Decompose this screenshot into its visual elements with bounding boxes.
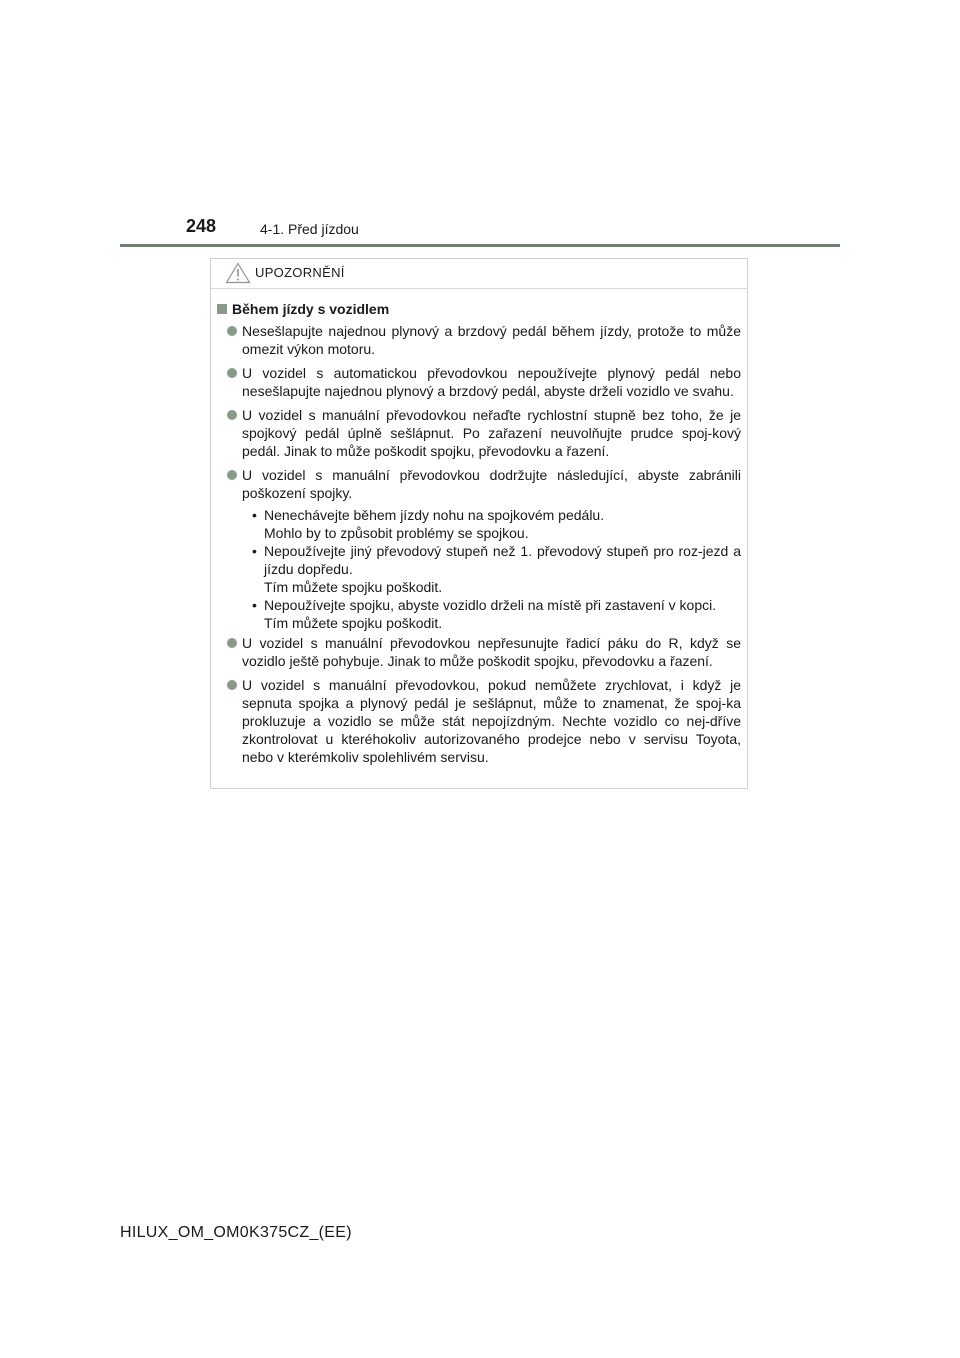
circle-bullet-icon bbox=[227, 326, 237, 336]
sub-item-text: Nepoužívejte jiný převodový stupeň než 1. převodový stupeň pro roz-jezd a jízdu dopředu. bbox=[264, 543, 741, 577]
header-rule bbox=[120, 244, 840, 247]
list-item bbox=[217, 676, 741, 766]
list-item bbox=[217, 322, 741, 358]
circle-bullet-icon bbox=[227, 470, 237, 480]
warning-header bbox=[211, 259, 747, 289]
list-item bbox=[217, 466, 741, 502]
circle-bullet-icon bbox=[227, 638, 237, 648]
square-bullet-icon bbox=[217, 304, 227, 314]
list-item-text: U vozidel s manuální převodovkou, pokud nemůžete zrychlovat, i když je sepnuta spojka a plynový pedál je sešlápnut, může to znamenat, že spoj-ka prokluzuje a vozidlo se může stát nepojízdným. Nechte vozidlo co nej-dříve zkontrolovat u kteréhokoliv autorizovaného prodejce nebo v servisu Toyota, nebo v kterémkoliv spolehlivém servisu. bbox=[242, 677, 741, 765]
sub-list bbox=[217, 506, 741, 632]
sub-item-note: Tím můžete spojku poškodit. bbox=[264, 579, 443, 595]
dot-bullet-icon: • bbox=[252, 597, 257, 613]
warning-body bbox=[211, 289, 747, 766]
sub-list-item bbox=[252, 542, 741, 596]
warning-box bbox=[210, 258, 748, 789]
sub-item-note: Mohlo by to způsobit problémy se spojkou. bbox=[264, 525, 529, 541]
warning-triangle-icon bbox=[225, 262, 251, 284]
list-item-text: U vozidel s automatickou převodovkou nepoužívejte plynový pedál nebo nesešlapujte najednou plynový a brzdový pedál, abyste drželi vozidlo ve svahu. bbox=[242, 365, 741, 399]
list-item-text: U vozidel s manuální převodovkou nepřesunujte řadicí páku do R, když se vozidlo ještě pohybuje. Jinak to může poškodit spojku, převodovku a řazení. bbox=[242, 635, 741, 669]
list-item bbox=[217, 364, 741, 400]
list-item-text: U vozidel s manuální převodovkou dodržujte následující, abyste zabránili poškození spojky. bbox=[242, 467, 741, 501]
sub-list-item bbox=[252, 506, 741, 542]
warning-heading-text: Během jízdy s vozidlem bbox=[232, 301, 390, 317]
footer-doc-code: HILUX_OM_OM0K375CZ_(EE) bbox=[120, 1224, 352, 1241]
warning-title: UPOZORNĚNÍ bbox=[255, 265, 345, 280]
sub-item-text: Nenechávejte během jízdy nohu na spojkovém pedálu. bbox=[264, 507, 605, 523]
section-title: 4-1. Před jízdou bbox=[260, 221, 359, 237]
sub-item-text: Nepoužívejte spojku, abyste vozidlo drželi na místě při zastavení v kopci. bbox=[264, 597, 717, 613]
sub-list-item bbox=[252, 596, 741, 632]
list-item bbox=[217, 406, 741, 460]
circle-bullet-icon bbox=[227, 368, 237, 378]
dot-bullet-icon: • bbox=[252, 543, 257, 559]
warning-heading bbox=[217, 300, 741, 318]
sub-item-note: Tím můžete spojku poškodit. bbox=[264, 615, 443, 631]
list-item bbox=[217, 634, 741, 670]
page-number: 248 bbox=[186, 216, 217, 236]
list-item-text: U vozidel s manuální převodovkou neřaďte rychlostní stupně bez toho, že je spojkový pedál úplně sešlápnut. Po zařazení neuvolňujte prudce spoj-kový pedál. Jinak to může poškodit spojku, převodovku a řazení. bbox=[242, 407, 741, 459]
list-item-text: Nesešlapujte najednou plynový a brzdový pedál během jízdy, protože to může omezit výkon motoru. bbox=[242, 323, 741, 357]
circle-bullet-icon bbox=[227, 410, 237, 420]
circle-bullet-icon bbox=[227, 680, 237, 690]
dot-bullet-icon: • bbox=[252, 507, 257, 523]
